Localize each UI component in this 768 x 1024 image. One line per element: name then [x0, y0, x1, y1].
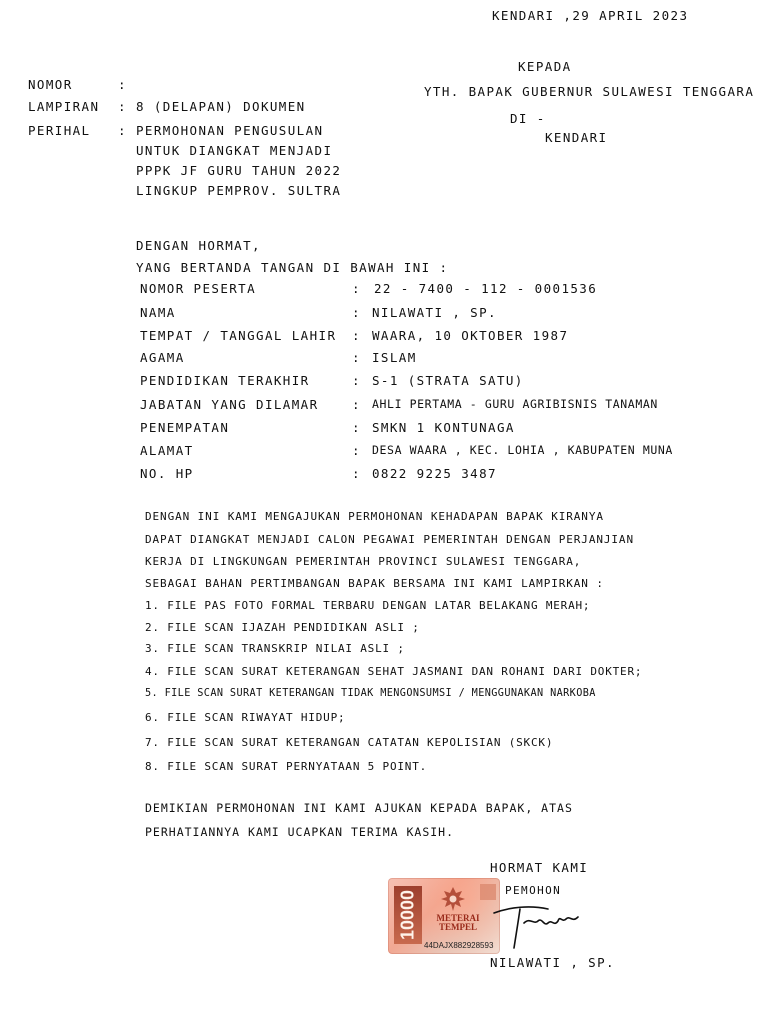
perihal-line: PPPK JF GURU TAHUN 2022 [136, 163, 342, 178]
identity-value: SMKN 1 KONTUNAGA [372, 420, 515, 435]
signoff-pemohon: PEMOHON [505, 884, 562, 897]
identity-value: 0822 9225 3487 [372, 466, 497, 481]
greeting: DENGAN HORMAT, [136, 238, 261, 253]
body-line: DENGAN INI KAMI MENGAJUKAN PERMOHONAN KEHADAPAN BAPAK KIRANYA [145, 510, 604, 523]
identity-colon: : [352, 281, 361, 296]
stamp-label-bottom: TEMPEL [438, 922, 477, 932]
perihal-line: PERMOHONAN PENGUSULAN [136, 123, 324, 138]
recipient-addressee: YTH. BAPAK GUBERNUR SULAWESI TENGGARA [424, 84, 755, 99]
identity-value: ISLAM [372, 350, 417, 365]
attachment-item: 4. FILE SCAN SURAT KETERANGAN SEHAT JASMANI DAN ROHANI DARI DOKTER; [145, 665, 643, 678]
attachment-item: 5. FILE SCAN SURAT KETERANGAN TIDAK MENGONSUMSI / MENGGUNAKAN NARKOBA [145, 688, 596, 699]
identity-value: S-1 (STRATA SATU) [372, 373, 524, 388]
identity-colon: : [352, 373, 361, 388]
lampiran-value: 8 (DELAPAN) DOKUMEN [136, 99, 306, 114]
garuda-emblem-icon [438, 884, 468, 914]
attachment-item: 6. FILE SCAN RIWAYAT HIDUP; [145, 711, 346, 724]
signer-name: NILAWATI , SP. [490, 955, 615, 970]
identity-value: 22 - 7400 - 112 - 0001536 [374, 281, 598, 296]
identity-label: TEMPAT / TANGGAL LAHIR [140, 328, 337, 343]
identity-label: NAMA [140, 305, 176, 320]
attachment-item: 2. FILE SCAN IJAZAH PENDIDIKAN ASLI ; [145, 621, 420, 634]
identity-colon: : [352, 328, 361, 343]
signoff-hormat: HORMAT KAMI [490, 860, 589, 875]
handwritten-signature [490, 893, 585, 953]
stamp-label [428, 914, 488, 932]
attachment-item: 1. FILE PAS FOTO FORMAL TERBARU DENGAN LATAR BELAKANG MERAH; [145, 599, 591, 612]
attachment-item: 3. FILE SCAN TRANSKRIP NILAI ASLI ; [145, 642, 405, 655]
identity-label: NO. HP [140, 466, 194, 481]
lampiran-colon: : [118, 99, 127, 114]
stamp-serial: 44DAJX882928593 [424, 941, 494, 950]
body-line: KERJA DI LINGKUNGAN PEMERINTAH PROVINCI SULAWESI TENGGARA, [145, 555, 582, 568]
perihal-line: UNTUK DIANGKAT MENJADI [136, 143, 333, 158]
body-line: SEBAGAI BAHAN PERTIMBANGAN BAPAK BERSAMA INI KAMI LAMPIRKAN : [145, 577, 604, 590]
attachment-item: 8. FILE SCAN SURAT PERNYATAAN 5 POINT. [145, 760, 428, 773]
identity-value: NILAWATI , SP. [372, 305, 497, 320]
lampiran-label: LAMPIRAN [28, 99, 100, 114]
identity-label: PENDIDIKAN TERAKHIR [140, 373, 310, 388]
identity-colon: : [352, 397, 361, 412]
identity-colon: : [352, 443, 361, 458]
closing-line: DEMIKIAN PERMOHONAN INI KAMI AJUKAN KEPADA BAPAK, ATAS [145, 801, 573, 815]
identity-label: PENEMPATAN [140, 420, 230, 435]
perihal-line: LINGKUP PEMPROV. SULTRA [136, 183, 342, 198]
stamp-label-top: METERAI [436, 913, 480, 923]
identity-value: DESA WAARA , KEC. LOHIA , KABUPATEN MUNA [372, 443, 673, 457]
closing-line: PERHATIANNYA KAMI UCAPKAN TERIMA KASIH. [145, 825, 455, 839]
recipient-di: DI - [510, 111, 546, 126]
body-line: DAPAT DIANGKAT MENJADI CALON PEGAWAI PEMERINTAH DENGAN PERJANJIAN [145, 533, 634, 546]
stamp-denomination: 10000 [394, 886, 422, 944]
meterai-stamp [388, 878, 500, 954]
undersigned-intro: YANG BERTANDA TANGAN DI BAWAH INI : [136, 260, 449, 275]
identity-label: NOMOR PESERTA [140, 281, 257, 296]
identity-colon: : [352, 350, 361, 365]
recipient-kepada: KEPADA [518, 59, 572, 74]
attachment-item: 7. FILE SCAN SURAT KETERANGAN CATATAN KEPOLISIAN (SKCK) [145, 736, 554, 749]
recipient-city: KENDARI [545, 130, 608, 145]
perihal-colon: : [118, 123, 127, 138]
nomor-colon: : [118, 77, 127, 92]
letter-date: KENDARI ,29 APRIL 2023 [492, 8, 689, 23]
identity-label: AGAMA [140, 350, 185, 365]
identity-value: WAARA, 10 OKTOBER 1987 [372, 328, 569, 343]
nomor-label: NOMOR [28, 77, 73, 92]
identity-colon: : [352, 466, 361, 481]
identity-colon: : [352, 305, 361, 320]
identity-colon: : [352, 420, 361, 435]
identity-label: ALAMAT [140, 443, 194, 458]
identity-value: AHLI PERTAMA - GURU AGRIBISNIS TANAMAN [372, 397, 658, 411]
identity-label: JABATAN YANG DILAMAR [140, 397, 319, 412]
perihal-label: PERIHAL [28, 123, 91, 138]
